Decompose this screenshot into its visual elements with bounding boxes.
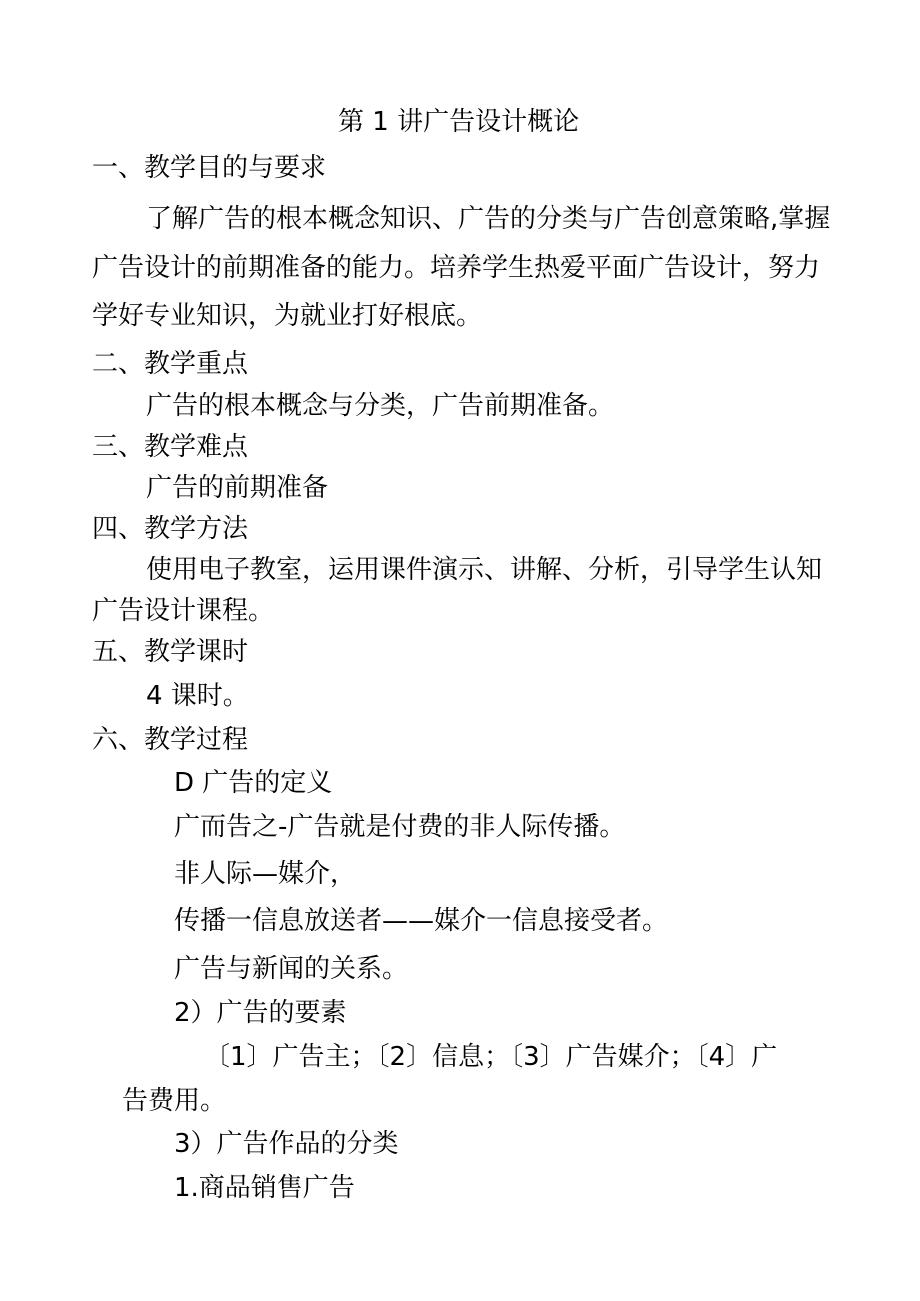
section-heading-goals: 一、教学目的与要求 [92, 153, 327, 183]
process-text-line: 广告与新闻的关系。 [174, 954, 409, 984]
process-elements-list-line1: 〔1〕广告主；〔2〕信息；〔3〕广告媒介；〔4〕广 [204, 1042, 778, 1072]
process-item-definition: D 广告的定义 [174, 768, 333, 798]
section-heading-difficulties: 三、教学难点 [92, 432, 249, 462]
process-text-line: 非人际—媒介， [174, 859, 357, 889]
paragraph-goals-line2: 广告设计的前期准备的能力。培养学生热爱平面广告设计，努力 [92, 253, 821, 283]
paragraph-hours: 4 课时。 [146, 681, 249, 711]
section-heading-methods: 四、教学方法 [92, 514, 249, 544]
section-heading-hours: 五、教学课时 [92, 637, 249, 667]
paragraph-methods-line2: 广告设计课程。 [92, 596, 275, 626]
process-item-elements: 2）广告的要素 [174, 998, 347, 1028]
process-text-line: 广而告之-广告就是付费的非人际传播。 [174, 812, 626, 842]
paragraph-methods-line1: 使用电子教室，运用课件演示、讲解、分析，引导学生认知 [146, 555, 823, 585]
paragraph-difficulties: 广告的前期准备 [146, 473, 329, 503]
process-elements-list-line2: 告费用。 [122, 1086, 227, 1116]
process-text-line: 传播一信息放送者——媒介一信息接受者。 [174, 906, 669, 936]
paragraph-key-points: 广告的根本概念与分类，广告前期准备。 [146, 391, 615, 421]
paragraph-goals-line3: 学好专业知识，为就业打好根底。 [92, 301, 483, 331]
page-title: 第 1 讲广告设计概论 [338, 107, 580, 137]
process-item-classification: 3）广告作品的分类 [174, 1129, 399, 1159]
section-heading-key-points: 二、教学重点 [92, 349, 249, 379]
paragraph-goals-line1: 了解广告的根本概念知识、广告的分类与广告创意策略,掌握 [146, 204, 831, 234]
process-subitem-sales-ads: 1.商品销售广告 [174, 1173, 355, 1203]
section-heading-process: 六、教学过程 [92, 725, 249, 755]
